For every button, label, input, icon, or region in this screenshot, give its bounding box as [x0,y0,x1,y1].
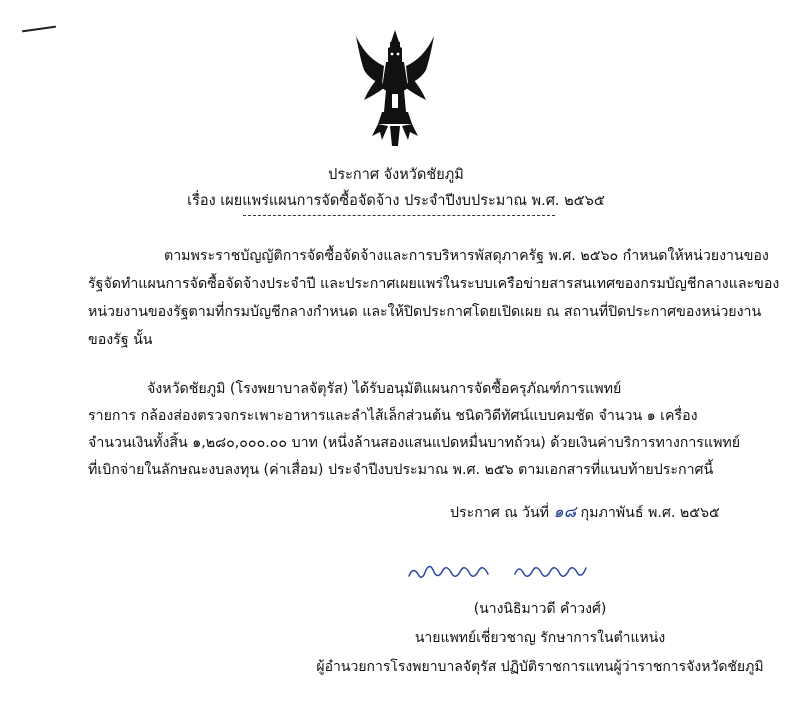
signatory-position-2: ผู้อำนวยการโรงพยาบาลจัตุรัส ปฏิบัติราชการแทนผู้ว่าราชการจังหวัดชัยภูมิ [316,659,764,675]
dashed-divider [243,215,555,216]
signatory-name: (นางนิธิมาวดี คำวงศ์) [473,601,607,617]
paragraph-1-line-1: ตามพระราชบัญญัติการจัดซื้อจัดจ้างและการบริหารพัสดุภาครัฐ พ.ศ. ๒๕๖๐ กำหนดให้หน่วยงานของ [164,248,769,264]
announcement-subject: เรื่อง เผยแพร่แผนการจัดซื้อจัดจ้าง ประจำปีงบประมาณ พ.ศ. ๒๕๖๕ [187,193,605,209]
announcement-title: ประกาศ จังหวัดชัยภูมิ [328,167,464,183]
date-month-year: กุมภาพันธ์ พ.ศ. ๒๕๖๕ [580,505,720,521]
paragraph-2-line-2: รายการ กล้องส่องตรวจกระเพาะอาหารและลำไส้เล็กส่วนต้น ชนิดวิดีทัศน์แบบคมชัด จำนวน ๑ เครื่อง [88,408,698,424]
paragraph-2-line-3: จำนวนเงินทั้งสิ้น ๑,๒๘๐,๐๐๐.๐๐ บาท (หนึ่งล้านสองแสนแปดหมื่นบาทถ้วน) ด้วยเงินค่าบริการทางการแพทย์ [88,435,741,451]
date-line [450,500,720,525]
paragraph-1-line-4: ของรัฐ นั้น [88,332,153,348]
signatory-position-1: นายแพทย์เชี่ยวชาญ รักษาการในตำแหน่ง [414,630,666,646]
paragraph-1-line-2: รัฐจัดทำแผนการจัดซื้อจัดจ้างประจำปี และประกาศเผยแพร่ในระบบเครือข่ายสารสนเทศของกรมบัญชีกลางและของ [88,276,780,292]
date-day-handwritten: ๑๘ [553,502,577,521]
paragraph-2-line-4: ที่เบิกจ่ายในลักษณะงบลงทุน (ค่าเสื่อม) ประจำปีงบประมาณ พ.ศ. ๒๕๖ ตามเอกสารที่แนบท้ายประกาศนี้ [88,462,714,478]
date-prefix: ประกาศ ณ วันที่ [450,505,550,521]
garuda-emblem-icon [350,28,440,150]
pen-mark [22,26,56,33]
paragraph-1-line-3: หน่วยงานของรัฐตามที่กรมบัญชีกลางกำหนด และให้ปิดประกาศโดยเปิดเผย ณ สถานที่ปิดประกาศของหน่วยงาน [88,304,762,320]
paragraph-2-line-1: จังหวัดชัยภูมิ (โรงพยาบาลจัตุรัส) ได้รับอนุมัติแผนการจัดซื้อครุภัณฑ์การแพทย์ [147,381,622,397]
handwritten-signature [405,556,590,588]
